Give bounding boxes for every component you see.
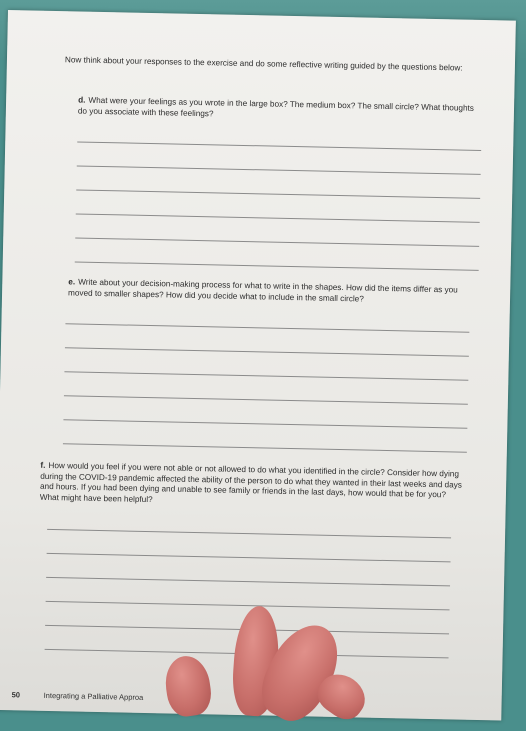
answer-line[interactable] — [47, 553, 451, 562]
answer-line[interactable] — [47, 529, 451, 538]
answer-line[interactable] — [75, 261, 479, 270]
answer-line[interactable] — [77, 165, 481, 174]
intro-text: Now think about your responses to the exercise and do some reflective writing guided by the questions below: — [64, 55, 463, 73]
question-e — [68, 277, 478, 307]
answer-line[interactable] — [63, 443, 467, 452]
answer-line[interactable] — [76, 189, 480, 198]
page-number: 50 — [11, 690, 21, 700]
question-letter: d. — [78, 95, 86, 105]
question-letter: f. — [40, 460, 46, 470]
question-text: Write about your decision-making process for what to write in the shapes. How did the items differ as you moved to smaller shapes? How did you decide what to include in the small circle? — [68, 277, 458, 304]
question-d — [78, 95, 482, 124]
question-letter: e. — [68, 277, 76, 287]
answer-line[interactable] — [46, 601, 450, 610]
running-title: Integrating a Palliative Approa — [43, 690, 144, 702]
answer-line[interactable] — [64, 395, 468, 404]
answer-line[interactable] — [75, 237, 479, 246]
question-text: What were your feelings as you wrote in the large box? The medium box? The small circle? What thoughts do you associate with these feelings? — [77, 95, 475, 118]
answer-line[interactable] — [64, 371, 468, 380]
answer-line[interactable] — [63, 419, 467, 428]
answer-line[interactable] — [46, 577, 450, 586]
question-text: How would you feel if you were not able or not allowed to do what you identified in the circle? Consider how dying during the COVID-19 pandemic affected the ability of the person to do what they wanted in their last weeks and days and hours. If you had been dying and unable to see family or friends in the last days, how would that be for you? What might have been helpful? — [39, 460, 463, 504]
question-f — [40, 461, 465, 512]
answer-line[interactable] — [65, 347, 469, 356]
answer-line[interactable] — [77, 141, 481, 150]
answer-line[interactable] — [76, 213, 480, 222]
answer-line[interactable] — [65, 323, 469, 332]
